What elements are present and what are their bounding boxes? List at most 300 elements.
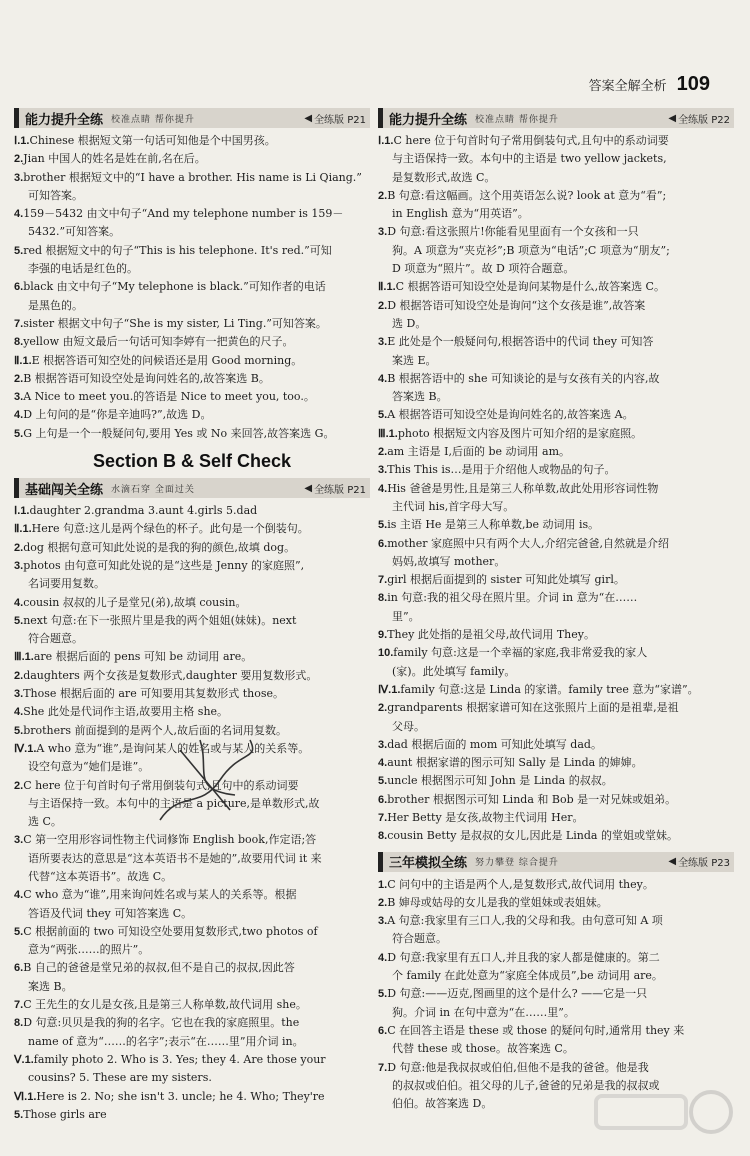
banner-reference: ◀ 全练版 P21 (304, 482, 366, 496)
answer-text: 符合题意。 (392, 932, 447, 946)
answer-text: (家)。此处填写 family。 (392, 664, 516, 678)
answer-text: 父母。 (392, 719, 425, 733)
answer-line (14, 850, 370, 868)
answer-line (14, 242, 370, 260)
answer-text: red 根据短文中的句子“This is his telephone. It's red.”可知 (23, 243, 332, 257)
answer-line (378, 949, 734, 967)
answer-text: aunt 根据家谱的图示可知 Sally 是 Linda 的婶婶。 (387, 756, 643, 770)
answer-text: E 此处是个一般疑问句,根据答语中的代词 they 可知答 (387, 335, 654, 349)
answer-line (378, 876, 734, 894)
answer-number: 8. (14, 336, 24, 349)
answer-text: C here 位于句首时句子常用倒装句式,且句中的系动词要 (23, 778, 299, 792)
answer-number: Ⅰ.1. (14, 135, 30, 147)
answer-line (14, 923, 370, 941)
answer-number: 9. (378, 629, 388, 642)
answer-line (14, 813, 370, 831)
answer-text: 代替“这本英语书”。故选 C。 (28, 869, 173, 883)
answer-text: yellow 由短文最后一句话可知李婷有一把黄色的尺子。 (23, 335, 294, 349)
answer-text: Here 句意:这儿是两个绿色的杯子。此句是一个倒装句。 (31, 522, 309, 536)
answer-number: 5. (14, 925, 24, 938)
answer-text: 符合题意。 (28, 632, 83, 646)
answer-text: 是复数形式,故选 C。 (392, 170, 496, 184)
answer-line (14, 703, 370, 721)
answer-line (378, 967, 734, 985)
answer-number: 3. (378, 336, 388, 349)
answer-number: Ⅱ.1. (14, 523, 32, 536)
answer-line (378, 205, 734, 223)
answer-number: 5. (378, 775, 388, 788)
answer-text: photos 由句意可知此处说的是“这些是 Jenny 的家庭照”, (23, 558, 305, 572)
answer-text: D 句意:他是我叔叔或伯伯,但他不是我的爸爸。他是我 (387, 1060, 649, 1074)
banner-slogan: 校准点睛 帮你提升 (111, 114, 195, 125)
answer-list (14, 502, 370, 1124)
answer-line (14, 169, 370, 187)
section-banner-basic (14, 478, 370, 498)
answer-text: cousin 叔叔的儿子是堂兄(弟),故填 cousin。 (23, 595, 247, 609)
answer-number: 5. (14, 614, 24, 627)
answer-text: 狗。介词 in 在句中意为“在……里”。 (392, 1005, 575, 1019)
answer-line (378, 187, 734, 205)
answer-text: G 上句是一个一般疑问句,要用 Yes 或 No 来回答,故答案选 G。 (23, 426, 335, 440)
answer-number: 4. (378, 372, 388, 385)
answer-number: 8. (14, 1017, 24, 1030)
answer-number: 4. (14, 706, 24, 719)
answer-number: 2. (378, 299, 388, 312)
answer-line (14, 978, 370, 996)
section-banner-three-year (378, 852, 734, 872)
answer-text: B 根据答语可知设空处是询问姓名的,故答案选 B。 (23, 371, 270, 385)
answer-number: 5. (14, 244, 24, 257)
answer-line (378, 912, 734, 930)
answer-line (14, 722, 370, 740)
answer-text: Here is 2. No; she isn't 3. uncle; he 4. Who; They're (36, 1089, 325, 1103)
answer-line (378, 498, 734, 516)
section-banner-ability-left (14, 108, 370, 128)
answer-number: Ⅲ.1. (378, 427, 398, 440)
answer-number: 2. (378, 446, 388, 459)
answer-line (14, 539, 370, 557)
answer-text: 5432.”可知答案。 (28, 225, 121, 239)
answer-text: D 项意为“照片”。故 D 项符合题意。 (392, 262, 575, 276)
answer-number: 6. (378, 537, 388, 550)
answer-number: 4. (14, 889, 24, 902)
answer-line (14, 996, 370, 1014)
banner-reference: ◀ 全练版 P22 (668, 112, 730, 126)
left-column (14, 108, 370, 1124)
arrow-icon: ◀ (304, 112, 313, 124)
answer-text: 案选 E。 (392, 353, 437, 367)
answer-number: 4. (378, 757, 388, 770)
answer-line (14, 315, 370, 333)
answer-line (14, 685, 370, 703)
answer-text: is 主语 He 是第三人称单数,be 动词用 is。 (387, 518, 600, 532)
answer-text: 李强的电话是红色的。 (28, 262, 138, 276)
answer-number: 2. (378, 189, 388, 202)
answer-line (378, 699, 734, 717)
answer-line (14, 297, 370, 315)
answer-text: Her Betty 是女孩,故物主代词用 Her。 (387, 810, 584, 824)
answer-text: in English 意为“用英语”。 (392, 207, 529, 221)
answer-line (14, 648, 370, 666)
page-number: 109 (676, 72, 710, 95)
answer-number: Ⅰ.1. (14, 505, 30, 518)
answer-number: 2. (14, 372, 24, 385)
answer-text: A 句意:我家里有三口人,我的父母和我。由句意可知 A 项 (387, 914, 663, 928)
answer-line (378, 663, 734, 681)
answer-text: 与主语保持一致。本句中的主语是 two yellow jackets, (392, 152, 667, 166)
answer-line (378, 553, 734, 571)
answer-text: This This is…是用于介绍他人或物品的句子。 (387, 463, 616, 477)
answer-number: Ⅳ.1. (378, 683, 401, 696)
answer-line (14, 612, 370, 630)
answer-line (378, 388, 734, 406)
answer-text: 里”。 (392, 609, 420, 623)
answer-text: 主代词 his,首字母大写。 (392, 499, 515, 513)
answer-number: 3. (14, 559, 24, 572)
answer-text: 选 C。 (28, 815, 62, 829)
answer-text: D 句意:——迈克,图画里的这个是什么? ——它是一只 (387, 987, 648, 1001)
answer-text: photo 根据短文内容及图片可知介绍的是家庭照。 (397, 426, 643, 440)
answer-text: name of 意为“……的名字”;表示“在……里”用介词 in。 (28, 1034, 304, 1048)
answer-number: 5. (14, 724, 24, 737)
answer-number: 6. (378, 1024, 388, 1037)
answer-number: 8. (378, 592, 388, 605)
answer-text: cousin Betty 是叔叔的女儿,因此是 Linda 的堂姐或堂妹。 (387, 829, 678, 843)
answer-text: dog 根据句意可知此处说的是我的狗的颜色,故填 dog。 (23, 540, 296, 554)
answer-text: C 根据前面的 two 可知设空处要用复数形式,two photos of (23, 924, 318, 938)
answer-line (378, 772, 734, 790)
answer-text: A who 意为“谁”,是询问某人的姓名或与某人的关系等。 (36, 741, 310, 755)
answer-text: 与主语保持一致。本句中的主语是 a picture,是单数形式,故 (28, 796, 320, 810)
answer-line (14, 502, 370, 520)
answer-text: family 句意:这是一个幸福的家庭,我非常爱我的家人 (393, 646, 648, 660)
answer-number: 7. (378, 811, 388, 824)
answer-text: brother 根据短文中的“I have a brother. His name is Li Qiang.” (23, 170, 362, 184)
arrow-icon: ◀ (304, 482, 313, 494)
answer-line (14, 223, 370, 241)
answer-number: 5. (378, 519, 388, 532)
answer-line (378, 718, 734, 736)
answer-line (378, 791, 734, 809)
answer-text: 的叔叔或伯伯。祖父母的儿子,爸爸的兄弟是我的叔叔或 (392, 1078, 660, 1092)
answer-line (378, 132, 734, 150)
answer-text: D 上句问的是“你是辛迪吗?”,故选 D。 (23, 408, 212, 422)
banner-slogan: 校准点睛 帮你提升 (475, 114, 559, 125)
answer-line (378, 754, 734, 772)
answer-line (14, 1106, 370, 1124)
answer-line (378, 352, 734, 370)
answer-line (14, 1088, 370, 1106)
answer-number: 3. (14, 171, 24, 184)
answer-line (378, 1040, 734, 1058)
answer-text: She 此处是代词作主语,故要用主格 she。 (23, 705, 229, 719)
answer-line (14, 260, 370, 278)
answer-line (378, 589, 734, 607)
answer-line (378, 985, 734, 1003)
answer-number: Ⅵ.1. (14, 1090, 37, 1103)
answer-number: Ⅱ.1. (14, 354, 32, 367)
answer-line (14, 905, 370, 923)
answer-line (378, 297, 734, 315)
answer-number: Ⅲ.1. (14, 651, 34, 664)
answer-line (378, 150, 734, 168)
answer-number: Ⅴ.1. (14, 1053, 34, 1066)
banner-title: 能力提升全练 (389, 112, 468, 128)
right-column (378, 108, 734, 1113)
answer-text: 个 family 在此处意为“家庭全体成员”,be 动词用 are。 (392, 969, 663, 983)
answer-list (378, 876, 734, 1114)
answer-text: daughters 两个女孩是复数形式,daughter 要用复数形式。 (23, 668, 318, 682)
answer-text: B 根据答语中的 she 可知谈论的是与女孩有关的内容,故 (387, 371, 660, 385)
answer-line (378, 315, 734, 333)
answer-line (14, 406, 370, 424)
answer-line (14, 575, 370, 593)
answer-number: 8. (378, 830, 388, 843)
answer-text: C here 位于句首时句子常用倒装句式,且句中的系动词要 (393, 134, 669, 147)
answer-text: brother 根据图示可知 Linda 和 Bob 是一对兄妹或姐弟。 (387, 792, 677, 806)
answer-line (378, 827, 734, 845)
answer-text: sister 根据文中句子“She is my sister, Li Ting.”可知答案。 (23, 316, 327, 330)
answer-text: mother 家庭照中只有两个大人,介绍完爸爸,自然就是介绍 (387, 536, 670, 550)
answer-line (14, 667, 370, 685)
answer-text: next 句意:在下一张照片里是我的两个姐姐(妹妹)。next (23, 613, 297, 627)
answer-text: 语所要表达的意思是“这本英语书不是她的”,故要用代词 it 来 (28, 851, 322, 865)
answer-line (378, 626, 734, 644)
answer-line (14, 758, 370, 776)
answer-number: 7. (14, 317, 24, 330)
answer-text: B 句意:看这幅画。这个用英语怎么说? look at 意为“看”; (387, 188, 667, 202)
answer-line (14, 150, 370, 168)
answer-line (378, 516, 734, 534)
page-header (589, 70, 710, 98)
answer-text: Jian 中国人的姓名是姓在前,名在后。 (23, 152, 206, 166)
header-title: 答案全解全析 (588, 78, 667, 94)
answer-number: 3. (378, 915, 388, 928)
answer-number: 3. (14, 834, 24, 847)
answer-text: 名词要用复数。 (28, 577, 105, 591)
answer-text: am 主语是 I,后面的 be 动词用 am。 (387, 445, 571, 459)
answer-text: 答案选 B。 (392, 390, 448, 404)
answer-text: 狗。A 项意为“夹克衫”;B 项意为“电话”;C 项意为“朋友”; (392, 243, 670, 257)
answer-text: 妈妈,故填写 mother。 (392, 554, 506, 568)
answer-line (378, 242, 734, 260)
answer-number: 4. (378, 951, 388, 964)
answer-number: 4. (378, 482, 388, 495)
banner-slogan: 努力攀登 综合提升 (475, 858, 559, 869)
answer-line (378, 1004, 734, 1022)
answer-line (14, 278, 370, 296)
answer-line (14, 777, 370, 795)
answer-text: A Nice to meet you.的答语是 Nice to meet you, too.。 (23, 390, 315, 404)
answer-number: 2. (378, 896, 388, 909)
answer-text: They 此处指的是祖父母,故代词用 They。 (387, 628, 595, 642)
answer-line (14, 388, 370, 406)
answer-text: daughter 2.grandma 3.aunt 4.girls 5.dad (29, 504, 258, 518)
answer-number: 3. (14, 688, 24, 701)
answer-line (14, 205, 370, 223)
answer-text: 意为“两张……的照片”。 (28, 943, 150, 957)
answer-line (378, 480, 734, 498)
answer-number: 10. (378, 647, 394, 660)
answer-text: C 根据答语可知设空处是询问某物是什么,故答案选 C。 (395, 280, 665, 294)
answer-line (378, 736, 734, 754)
banner-reference: ◀ 全练版 P23 (668, 856, 730, 870)
answer-number: 3. (378, 464, 388, 477)
answer-number: 6. (378, 793, 388, 806)
answer-line (14, 352, 370, 370)
answer-text: C who 意为“谁”,用来询问姓名或与某人的关系等。根据 (23, 888, 297, 902)
section-heading: Section B & Self Check (92, 451, 292, 472)
answer-text: 案选 B。 (28, 979, 73, 993)
answer-line (378, 809, 734, 827)
answer-text: C 问句中的主语是两个人,是复数形式,故代词用 they。 (387, 877, 654, 891)
answer-text: D 根据答语可知设空处是询问“这个女孩是谁”,故答案 (387, 298, 646, 312)
answer-line (378, 333, 734, 351)
answer-line (14, 520, 370, 538)
answer-number: 1. (378, 878, 388, 891)
answer-number: 2. (14, 779, 24, 792)
answer-text: D 句意:贝贝是我的狗的名字。它也在我的家庭照里。the (23, 1016, 300, 1030)
answer-line (378, 443, 734, 461)
answer-number: Ⅳ.1. (14, 742, 37, 755)
answer-line (14, 941, 370, 959)
answer-line (14, 1033, 370, 1051)
answer-text: are 根据后面的 pens 可知 be 动词用 are。 (33, 650, 253, 664)
answer-line (378, 406, 734, 424)
answer-line (378, 260, 734, 278)
answer-number: 5. (14, 427, 24, 440)
answer-text: 答语及代词 they 可知答案选 C。 (28, 906, 193, 920)
answer-text: brothers 前面提到的是两个人,故后面的名词用复数。 (23, 723, 288, 737)
answer-line (14, 425, 370, 443)
answer-text: 伯伯。故答案选 D。 (392, 1097, 493, 1111)
answer-text: B 自己的爸爸是堂兄弟的叔叔,但不是自己的叔叔,因此答 (23, 961, 295, 975)
answer-text: E 根据答语可知空处的问候语还是用 Good morning。 (31, 353, 303, 367)
answer-number: 7. (378, 1061, 388, 1074)
arrow-icon: ◀ (668, 112, 677, 124)
answer-number: 7. (378, 574, 388, 587)
answer-text: B 婶母或姑母的女儿是我的堂姐妹或表姐妹。 (387, 895, 608, 909)
answer-number: 6. (14, 281, 24, 294)
answer-line (378, 370, 734, 388)
answer-number: 4. (14, 596, 24, 609)
answer-number: 3. (14, 391, 24, 404)
answer-text: cousins? 5. These are my sisters. (28, 1071, 212, 1085)
arrow-icon: ◀ (668, 856, 677, 868)
answer-line (378, 644, 734, 662)
answer-text: family 句意:这是 Linda 的家谱。family tree 意为“家谱”。 (400, 682, 699, 696)
answer-number: 7. (14, 999, 24, 1012)
answer-line (378, 535, 734, 553)
answer-text: 代替 these 或 those。故答案选 C。 (392, 1042, 574, 1056)
answer-text: dad 根据后面的 mom 可知此处填写 dad。 (387, 737, 602, 751)
answer-line (14, 557, 370, 575)
answer-line (378, 1022, 734, 1040)
answer-line (14, 333, 370, 351)
answer-line (14, 740, 370, 758)
answer-line (378, 681, 734, 699)
watermark-logo-icon (586, 1088, 736, 1142)
answer-text: Chinese 根据短文第一句话可知他是个中国男孩。 (29, 134, 276, 147)
answer-text: A 根据答语可知设空处是询问姓名的,故答案选 A。 (387, 408, 634, 422)
answer-line (378, 169, 734, 187)
answer-line (14, 132, 370, 150)
banner-title: 三年模拟全练 (389, 856, 468, 872)
answer-number: 2. (14, 153, 24, 166)
answer-line (14, 370, 370, 388)
answer-text: D 句意:我家里有五口人,并且我的家人都是健康的。第二 (387, 950, 660, 964)
answer-line (378, 930, 734, 948)
answer-text: uncle 根据图示可知 John 是 Linda 的叔叔。 (387, 774, 613, 788)
answer-number: Ⅰ.1. (378, 135, 394, 147)
answer-line (378, 608, 734, 626)
answer-line (14, 959, 370, 977)
answer-line (378, 571, 734, 589)
answer-list (378, 132, 734, 846)
answer-number: 5. (378, 988, 388, 1001)
answer-number: 4. (14, 409, 24, 422)
answer-text: 是黑色的。 (28, 298, 83, 312)
banner-slogan: 水滴石穿 全面过关 (111, 484, 195, 495)
answer-text: D 句意:看这张照片!你能看见里面有一个女孩和一只 (387, 225, 639, 239)
answer-text: Those girls are (23, 1107, 107, 1121)
answer-line (14, 187, 370, 205)
answer-number: 2. (14, 541, 24, 554)
answer-text: girl 根据后面提到的 sister 可知此处填写 girl。 (387, 573, 625, 587)
banner-title: 能力提升全练 (25, 112, 104, 128)
answer-text: 选 D。 (392, 316, 427, 330)
answer-line (378, 461, 734, 479)
answer-number: 2. (378, 702, 388, 715)
answer-text: 可知答案。 (28, 188, 83, 202)
answer-text: Those 根据后面的 are 可知要用其复数形式 those。 (23, 687, 284, 701)
answer-line (378, 894, 734, 912)
answer-number: 5. (378, 409, 388, 422)
answer-number: Ⅱ.1. (378, 281, 396, 294)
answer-text: in 句意:我的祖父母在照片里。介词 in 意为“在…… (387, 591, 638, 605)
answer-text: family photo 2. Who is 3. Yes; they 4. Are those your (33, 1052, 326, 1066)
answer-number: 3. (378, 738, 388, 751)
answer-line (14, 868, 370, 886)
answer-line (378, 278, 734, 296)
answer-line (14, 1051, 370, 1069)
answer-line (14, 1069, 370, 1087)
answer-line (378, 223, 734, 241)
answer-line (378, 425, 734, 443)
answer-number: 4. (14, 208, 24, 221)
answer-number: 6. (14, 962, 24, 975)
answer-text: grandparents 根据家谱可知在这张照片上面的是祖辈,是祖 (387, 701, 679, 715)
answer-line (14, 630, 370, 648)
answer-number: 5. (14, 1108, 24, 1121)
answer-list (14, 132, 370, 443)
answer-line (14, 1014, 370, 1032)
answer-line (14, 831, 370, 849)
banner-reference: ◀ 全练版 P21 (304, 112, 366, 126)
answer-line (378, 1059, 734, 1077)
answer-text: 159－5432 由文中句子“And my telephone number is 159－ (23, 207, 344, 221)
answer-text: 设空句意为“她们是谁”。 (28, 760, 150, 774)
answer-text: black 由文中句子“My telephone is black.”可知作者的电话 (23, 280, 326, 294)
answer-text: C 第一空用形容词性物主代词修饰 English book,作定语;答 (23, 833, 317, 847)
banner-title: 基础闯关全练 (25, 482, 104, 498)
section-banner-ability-right (378, 108, 734, 128)
answer-text: C 王先生的女儿是女孩,且是第三人称单数,故代词用 she。 (23, 998, 307, 1012)
answer-number: 3. (378, 226, 388, 239)
answer-number: 2. (14, 669, 24, 682)
answer-line (14, 795, 370, 813)
answer-line (14, 594, 370, 612)
